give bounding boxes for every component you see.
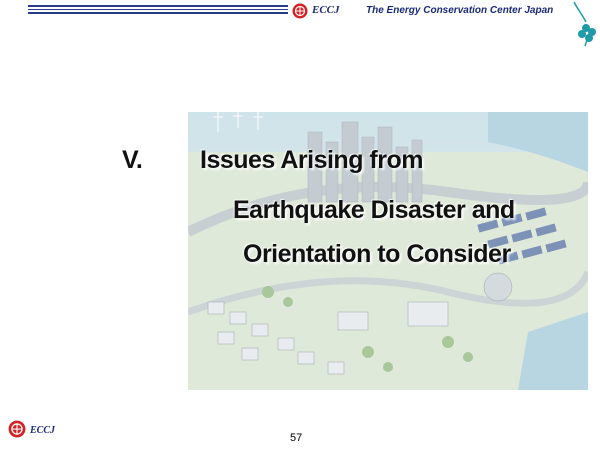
section-number: V. xyxy=(122,146,143,174)
header-brand: ECCJ xyxy=(312,4,340,16)
page-number: 57 xyxy=(290,432,303,444)
title-line-1: Issues Arising from xyxy=(200,146,423,174)
header-rule xyxy=(28,5,288,17)
header-title: The Energy Conservation Center Japan xyxy=(366,5,554,16)
title-line-3: Orientation to Consider xyxy=(243,240,511,268)
eccj-logo-icon xyxy=(8,420,26,438)
clover-icon xyxy=(568,0,600,48)
title-line-2: Earthquake Disaster and xyxy=(233,196,515,224)
eccj-logo-icon xyxy=(292,3,308,19)
footer-brand: ECCJ xyxy=(30,425,56,436)
